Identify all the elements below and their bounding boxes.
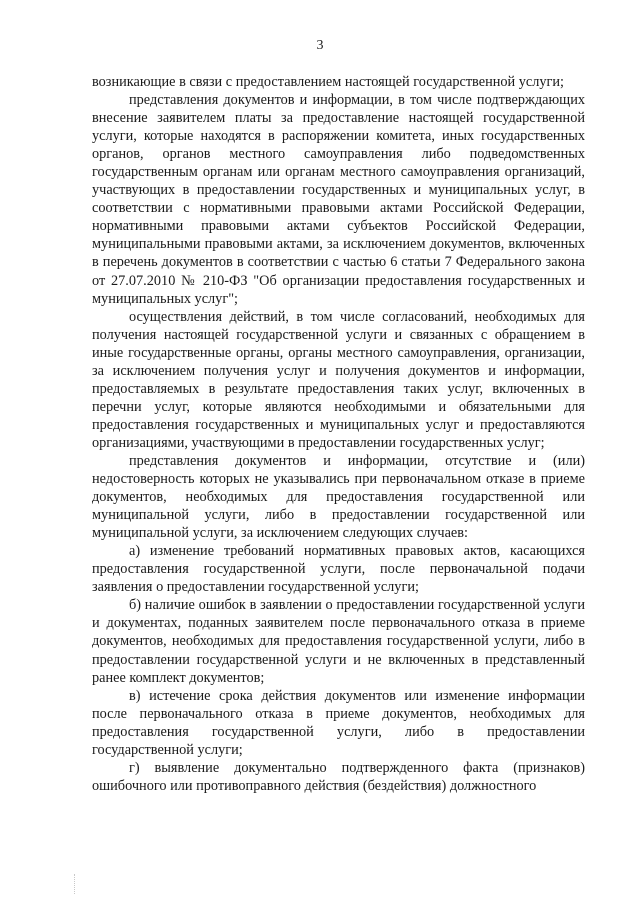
scan-margin-mark	[74, 874, 89, 894]
paragraph-4: представления документов и информации, отсутствие и (или) недостоверность которых не указывались при первоначальном отказе в приеме документов, необходимых для предоставления государственной или муниципальной услуги, либо в предоставлении государственной или муниципальной услуги, за исключением следующих случаев:	[92, 452, 585, 542]
body-text	[92, 73, 585, 795]
list-item-v: в) истечение срока действия документов или изменение информации после первоначального отказа в приеме документов, необходимых для предоставления государственной услуги, либо в предоставлении государственной услуги;	[92, 687, 585, 758]
paragraph-3: осуществления действий, в том числе согласований, необходимых для получения настоящей государственной услуги и связанных с обращением в иные государственные органы, органы местного самоуправления, организации, за исключением получения услуг и получения документов и информации, предоставляемых в результате предоставления таких услуг, включенных в перечни услуг, которые являются необходимыми и обязательными для предоставления государственных и муниципальных услуг и предоставляются организациями, участвующими в предоставлении государственных услуг;	[92, 308, 585, 451]
page-number: 3	[316, 38, 324, 53]
list-item-g: г) выявление документально подтвержденного факта (признаков) ошибочного или противоправного действия (бездействия) должностного	[92, 759, 585, 794]
list-item-b: б) наличие ошибок в заявлении о предоставлении государственной услуги и документах, поданных заявителем после первоначального отказа в приеме документов, необходимых для предоставления государственной услуги, либо в предоставлении государственной услуги и не включенных в представленный ранее комплект документов;	[92, 597, 585, 686]
paragraph-2: представления документов и информации, в том числе подтверждающих внесение заявителем платы за предоставление настоящей государственной услуги, которые находятся в распоряжении комитета, иных государственных органов, органов местного самоуправления либо подведомственных государственным органам или органам местного самоуправления организаций, участвующих в предоставлении государственных и муниципальных услуг, в соответствии с нормативными правовыми актами Российской Федерации, нормативными правовыми актами субъектов Российской Федерации, муниципальными правовыми актами, за исключением документов, включенных в перечень документов в соответствии с частью 6 статьи 7 Федерального закона от 27.07.2010 № 210-ФЗ "Об организации предоставления государственных и муниципальных услуг";	[92, 92, 585, 307]
paragraph-1: возникающие в связи с предоставлением настоящей государственной услуги;	[92, 74, 565, 90]
list-item-a: а) изменение требований нормативных правовых актов, касающихся предоставления государственной услуги, после первоначальной подачи заявления о предоставлении государственной услуги;	[92, 543, 585, 596]
